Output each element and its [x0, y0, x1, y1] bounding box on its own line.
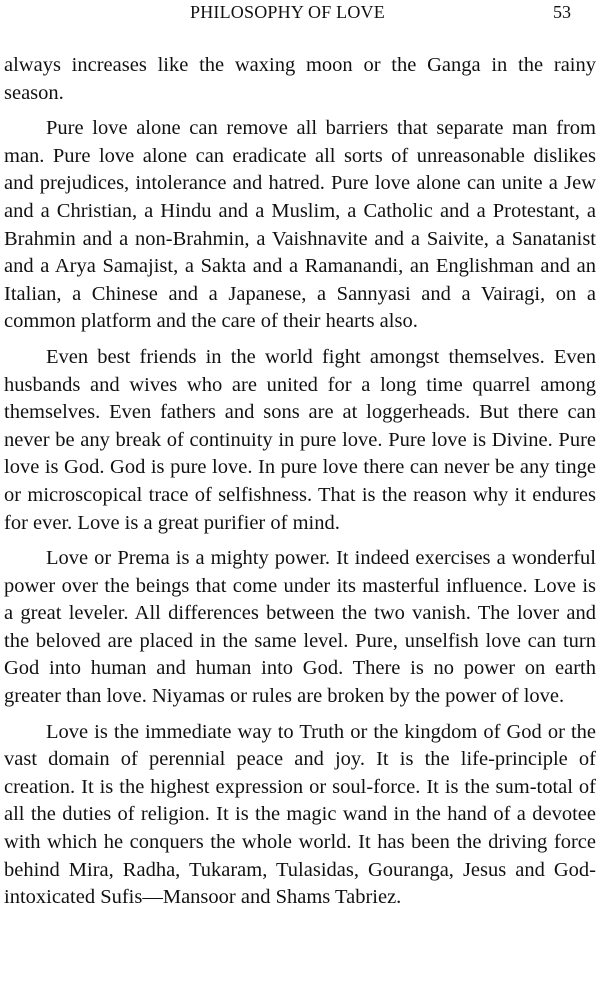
running-header	[0, 2, 600, 24]
paragraph-pure-love-barriers: Pure love alone can remove all barriers that separate man from man. Pure love alone can eradicate all sorts of unreasonable dislikes and prejudices, intolerance and hatred. Pure love alone can unite a Jew and a Christian, a Hindu and a Muslim, a Catholic and a Protestant, a Brahmin and a non-Brahmin, a Vaishnavite and a Saivite, a Sanatanist and a Arya Samajist, a Sakta and a Ramanandi, an Englishman and an Italian, a Chinese and a Japanese, a Sannyasi and a Vairagi, on a common platform and the care of their hearts also.	[4, 117, 596, 333]
paragraph-way-to-truth: Love is the immediate way to Truth or the kingdom of God or the vast domain of perennial peace and joy. It is the life-principle of creation. It is the highest expression or soul-force. It is the sum-total of all the duties of religion. It is the magic wand in the hand of a devotee with which he conquers the whole world. It has been the driving force behind Mira, Radha, Tukaram, Tulasidas, Gouranga, Jesus and God-intoxicated Sufis—Mansoor and Shams Tabriez.	[4, 720, 596, 909]
paragraph-continuation: always increases like the waxing moon or the Ganga in the rainy season.	[4, 54, 596, 104]
page-number: 53	[553, 2, 571, 22]
paragraph-best-friends: Even best friends in the world fight amongst themselves. Even husbands and wives who are united for a long time quarrel among themselves. Even fathers and sons are at loggerheads. But there can never be any break of continuity in pure love. Pure love is Divine. Pure love is God. God is pure love. In pure love there can never be any tinge or microscopical trace of selfishness. That is the reason why it endures for ever. Love is a great purifier of mind.	[4, 345, 596, 534]
paragraph-mighty-power: Love or Prema is a mighty power. It indeed exercises a wonderful power over the beings that come under its masterful influence. Love is a great leveler. All differences between the two vanish. The lover and the beloved are placed in the same level. Pure, unselfish love can turn God into human and human into God. There is no power on earth greater than love. Niyamas or rules are broken by the power of love.	[4, 547, 596, 708]
body-text	[4, 52, 596, 920]
running-title: PHILOSOPHY OF LOVE	[190, 2, 385, 22]
